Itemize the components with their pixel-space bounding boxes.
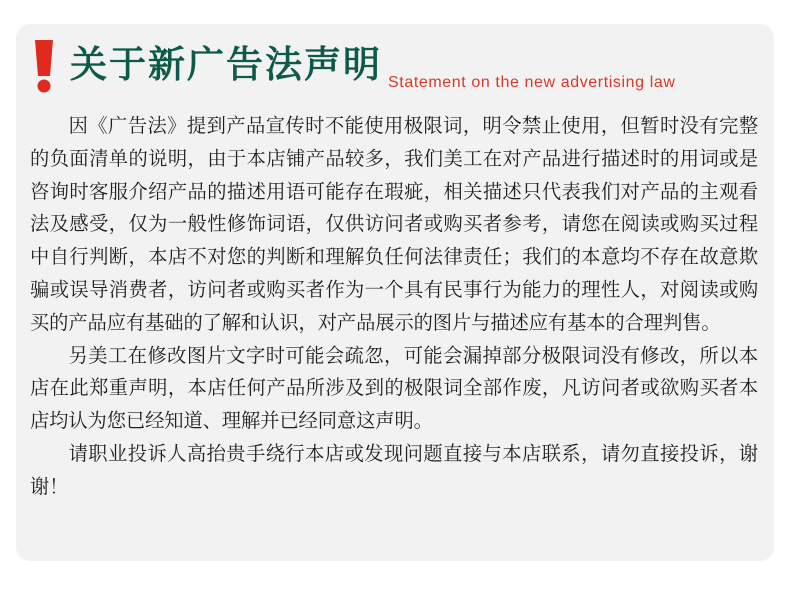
header [30,38,750,94]
paragraph-3: 请职业投诉人高抬贵手绕行本店或发现问题直接与本店联系，请勿直接投诉，谢谢！ [30,441,758,498]
page-subtitle: Statement on the new advertising law [388,74,676,91]
paragraph-1: 因《广告法》提到产品宣传时不能使用极限词，明令禁止使用，但暂时没有完整的负面清单的说明，由于本店铺产品较多，我们美工在对产品进行描述时的用词或是咨询时客服介绍产品的描述用语可能存在瑕疵，相关描述只代表我们对产品的主观看法及感受，仅为一般性修饰词语，仅供访问者或购买者参考，请您在阅读或购买过程中自行判断，本店不对您的判断和理解负任何法律责任；我们的本意均不存在故意欺骗或误导消费者，访问者或购买者作为一个具有民事行为能力的理性人，对阅读或购买的产品应有基础的了解和认识，对产品展示的图片与描述应有基本的合理判售。 [30,114,758,334]
statement-card [16,24,774,561]
paragraph-2: 另美工在修改图片文字时可能会疏忽，可能会漏掉部分极限词没有修改，所以本店在此郑重声明，本店任何产品所涉及到的极限词全部作废，凡访问者或欲购买者本店均认为您已经知道、理解并已经同意这声明。 [30,343,758,433]
statement-body [30,110,758,504]
page-title: 关于新广告法声明 [70,43,382,86]
exclamation-icon [32,38,56,94]
